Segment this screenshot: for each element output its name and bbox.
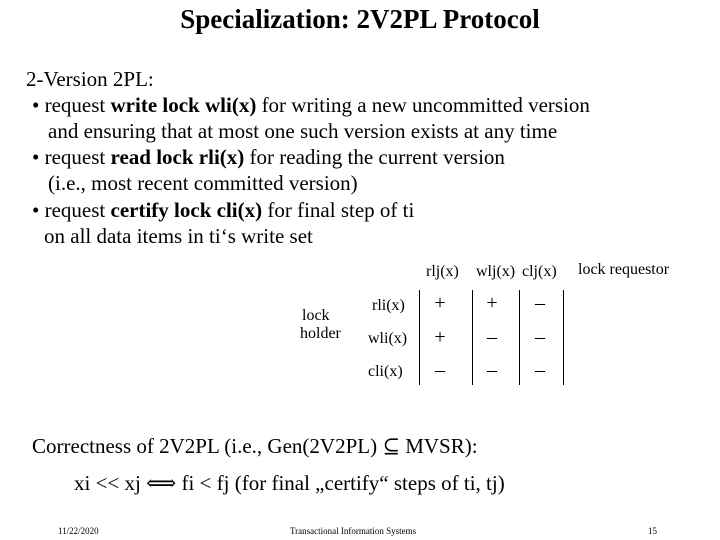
bullet-text-post: for final step of ti xyxy=(262,198,415,222)
footer-date: 11/22/2020 xyxy=(58,526,99,536)
bullet-text-bold: read lock rli(x) xyxy=(110,145,245,169)
col-header-rlj: rlj(x) xyxy=(426,263,459,280)
bullet-marker: • xyxy=(32,93,40,117)
bullet-write-lock-continuation: and ensuring that at most one such version exists at any time xyxy=(48,119,558,143)
bullet-certify-lock-continuation: on all data items in ti‘s write set xyxy=(44,224,313,248)
bullet-text-pre: request xyxy=(44,198,111,222)
bullet-text-bold: certify lock cli(x) xyxy=(110,198,263,222)
lock-holder-label-1: lock xyxy=(302,307,330,324)
bullet-read-lock-continuation: (i.e., most recent committed version) xyxy=(48,171,358,195)
matrix-cell: – xyxy=(435,359,445,381)
correctness-statement xyxy=(32,433,478,459)
bullet-text-pre: request xyxy=(44,93,111,117)
matrix-divider-col-3 xyxy=(563,290,564,385)
lock-holder-label-2: holder xyxy=(300,325,341,342)
correctness-text-pre: Correctness of 2V2PL (i.e., Gen(2V2PL) xyxy=(32,434,383,458)
bullet-text-post: for reading the current version xyxy=(244,145,505,169)
row-header-cli: cli(x) xyxy=(368,363,403,380)
footer-title: Transactional Information Systems xyxy=(290,526,417,536)
col-header-clj: clj(x) xyxy=(522,263,557,280)
bullet-text-bold: write lock wli(x) xyxy=(110,93,257,117)
protocol-heading: 2-Version 2PL: xyxy=(26,67,154,91)
row-header-rli: rli(x) xyxy=(372,297,405,314)
matrix-cell: + xyxy=(486,292,498,314)
correctness-condition xyxy=(74,470,505,496)
slide-title: Specialization: 2V2PL Protocol xyxy=(180,4,540,34)
bullet-read-lock xyxy=(32,144,505,170)
condition-text-post: fi < fj (for final „certify“ steps of ti, tj) xyxy=(176,471,505,495)
matrix-cell: + xyxy=(434,326,446,348)
col-header-wlj: wlj(x) xyxy=(476,263,516,280)
row-header-wli: wli(x) xyxy=(368,330,408,347)
matrix-cell: – xyxy=(535,292,545,314)
matrix-cell: – xyxy=(487,326,497,348)
matrix-cell: + xyxy=(434,292,446,314)
bullet-certify-lock xyxy=(32,197,414,223)
matrix-cell: – xyxy=(487,359,497,381)
bullet-marker: • xyxy=(32,145,40,169)
condition-text-pre: xi << xj xyxy=(74,471,147,495)
subset-symbol: ⊆ xyxy=(382,434,400,458)
matrix-cell: – xyxy=(535,359,545,381)
bullet-text-post: for writing a new uncommitted version xyxy=(256,93,590,117)
lock-requestor-label: lock requestor xyxy=(578,261,670,278)
iff-symbol: ⟺ xyxy=(146,471,177,495)
correctness-text-post: MVSR): xyxy=(399,434,478,458)
bullet-write-lock xyxy=(32,92,590,118)
footer-page-number: 15 xyxy=(648,526,657,536)
matrix-cell: – xyxy=(535,326,545,348)
bullet-text-pre: request xyxy=(44,145,111,169)
bullet-marker: • xyxy=(32,198,40,222)
